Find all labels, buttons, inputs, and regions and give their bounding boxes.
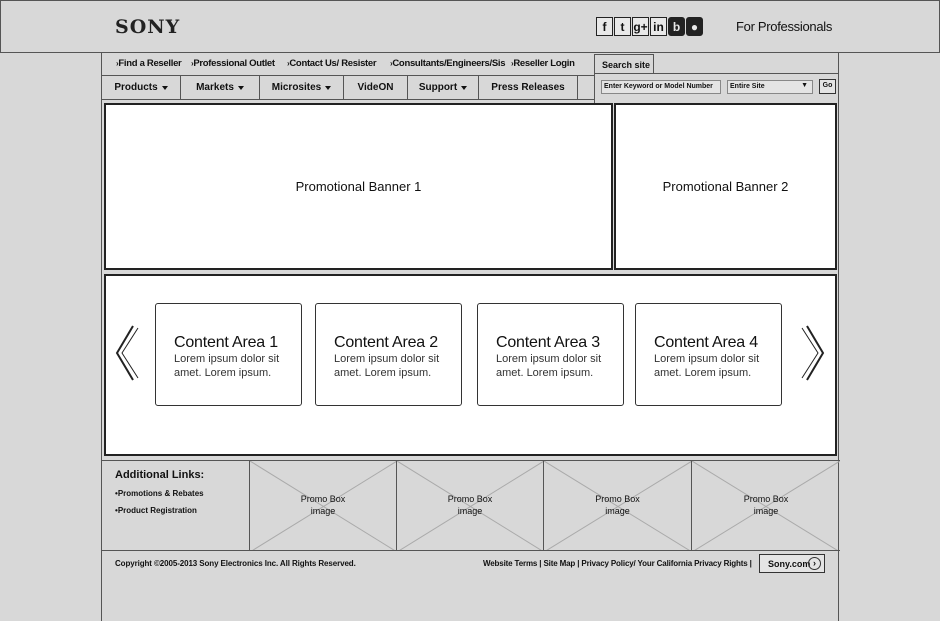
- promo-box-label: Promo Box image: [595, 494, 640, 516]
- nav-support[interactable]: [408, 76, 479, 99]
- sony-logo[interactable]: SONY: [115, 16, 181, 38]
- content-carousel: [104, 274, 837, 456]
- nav-label: Support: [418, 82, 458, 93]
- content-card-4[interactable]: [635, 303, 782, 406]
- consultants-link[interactable]: › Consultants/Engineers/Sis: [390, 58, 505, 69]
- nav-markets[interactable]: [181, 76, 260, 99]
- promo-box-4[interactable]: [692, 461, 840, 550]
- additional-links-row: [102, 460, 840, 551]
- content-card-body: Lorem ipsum dolor sit amet. Lorem ipsum.: [334, 353, 440, 379]
- content-card-title: Content Area 1: [174, 334, 278, 351]
- facebook-icon[interactable]: f: [596, 17, 613, 36]
- caret-down-icon: [238, 86, 244, 90]
- copyright-text: Copyright ©2005-2013 Sony Electronics Inc. All Rights Reserved.: [115, 559, 356, 568]
- additional-links-heading: Additional Links:: [115, 469, 205, 481]
- caret-down-icon: [461, 86, 467, 90]
- legal-links[interactable]: Website Terms | Site Map | Privacy Policy/ Your California Privacy Rights |: [483, 559, 752, 568]
- caret-down-icon: [162, 86, 168, 90]
- content-card-body: Lorem ipsum dolor sit amet. Lorem ipsum.: [174, 353, 280, 379]
- promotions-rebates-link[interactable]: • Promotions & Rebates: [115, 489, 249, 498]
- search-scope-select[interactable]: [727, 80, 813, 94]
- nav-microsites[interactable]: [260, 76, 344, 99]
- search-site-tab[interactable]: Search site: [594, 54, 654, 74]
- for-professionals-label: For Professionals: [736, 19, 833, 34]
- content-card-1[interactable]: [155, 303, 302, 406]
- main-nav: [102, 75, 594, 100]
- promo-box-1[interactable]: [250, 461, 397, 550]
- content-card-2[interactable]: [315, 303, 462, 406]
- promo-box-label: Promo Box image: [743, 494, 789, 516]
- nav-label: VideON: [357, 82, 394, 93]
- search-input[interactable]: Enter Keyword or Model Number: [601, 80, 721, 94]
- blogger-icon[interactable]: b: [668, 17, 685, 36]
- social-icons: [596, 17, 703, 36]
- reseller-login-link[interactable]: › Reseller Login: [511, 58, 575, 69]
- nav-label: Microsites: [271, 82, 322, 93]
- content-card-title: Content Area 4: [654, 334, 758, 351]
- content-card-title: Content Area 2: [334, 334, 438, 351]
- chat-icon[interactable]: ●: [686, 17, 703, 36]
- promo-banner-1[interactable]: Promotional Banner 1: [104, 103, 613, 270]
- professional-outlet-link[interactable]: › Professional Outlet: [191, 58, 275, 69]
- promo-box-3[interactable]: [544, 461, 692, 550]
- promo-box-2[interactable]: [397, 461, 544, 550]
- nav-press-releases[interactable]: [479, 76, 578, 99]
- find-reseller-link[interactable]: › Find a Reseller: [116, 58, 181, 69]
- nav-label: Products: [114, 82, 158, 93]
- search-scope-value: Entire Site: [730, 83, 765, 90]
- chevron-left-icon[interactable]: [113, 324, 139, 382]
- content-card-title: Content Area 3: [496, 334, 600, 351]
- sony-com-button[interactable]: [759, 554, 825, 573]
- chevron-right-icon[interactable]: [801, 324, 827, 382]
- chevron-down-icon: ▼: [801, 82, 808, 89]
- arrow-circle-icon: ›: [808, 557, 821, 570]
- contact-us-link[interactable]: › Contact Us/ Resister: [287, 58, 376, 69]
- twitter-icon[interactable]: t: [614, 17, 631, 36]
- caret-down-icon: [325, 86, 331, 90]
- sony-com-label: Sony.com: [768, 559, 811, 569]
- nav-label: Markets: [196, 82, 234, 93]
- content-card-3[interactable]: [477, 303, 624, 406]
- nav-products[interactable]: [102, 76, 181, 99]
- search-panel: [594, 73, 839, 103]
- site-header: [0, 0, 940, 53]
- promo-box-label: Promo Box image: [300, 494, 346, 516]
- go-button[interactable]: Go: [819, 79, 836, 94]
- utility-links: [102, 53, 594, 75]
- promo-banner-2[interactable]: Promotional Banner 2: [614, 103, 837, 270]
- google-plus-icon[interactable]: g+: [632, 17, 649, 36]
- product-registration-link[interactable]: • Product Registration: [115, 506, 249, 515]
- linkedin-icon[interactable]: in: [650, 17, 667, 36]
- main-column: [101, 53, 839, 621]
- promo-box-label: Promo Box image: [447, 494, 493, 516]
- content-card-body: Lorem ipsum dolor sit amet. Lorem ipsum.: [654, 353, 760, 379]
- nav-label: Press Releases: [491, 82, 565, 93]
- nav-videon[interactable]: [344, 76, 408, 99]
- content-card-body: Lorem ipsum dolor sit amet. Lorem ipsum.: [496, 353, 602, 379]
- additional-links: [102, 461, 250, 550]
